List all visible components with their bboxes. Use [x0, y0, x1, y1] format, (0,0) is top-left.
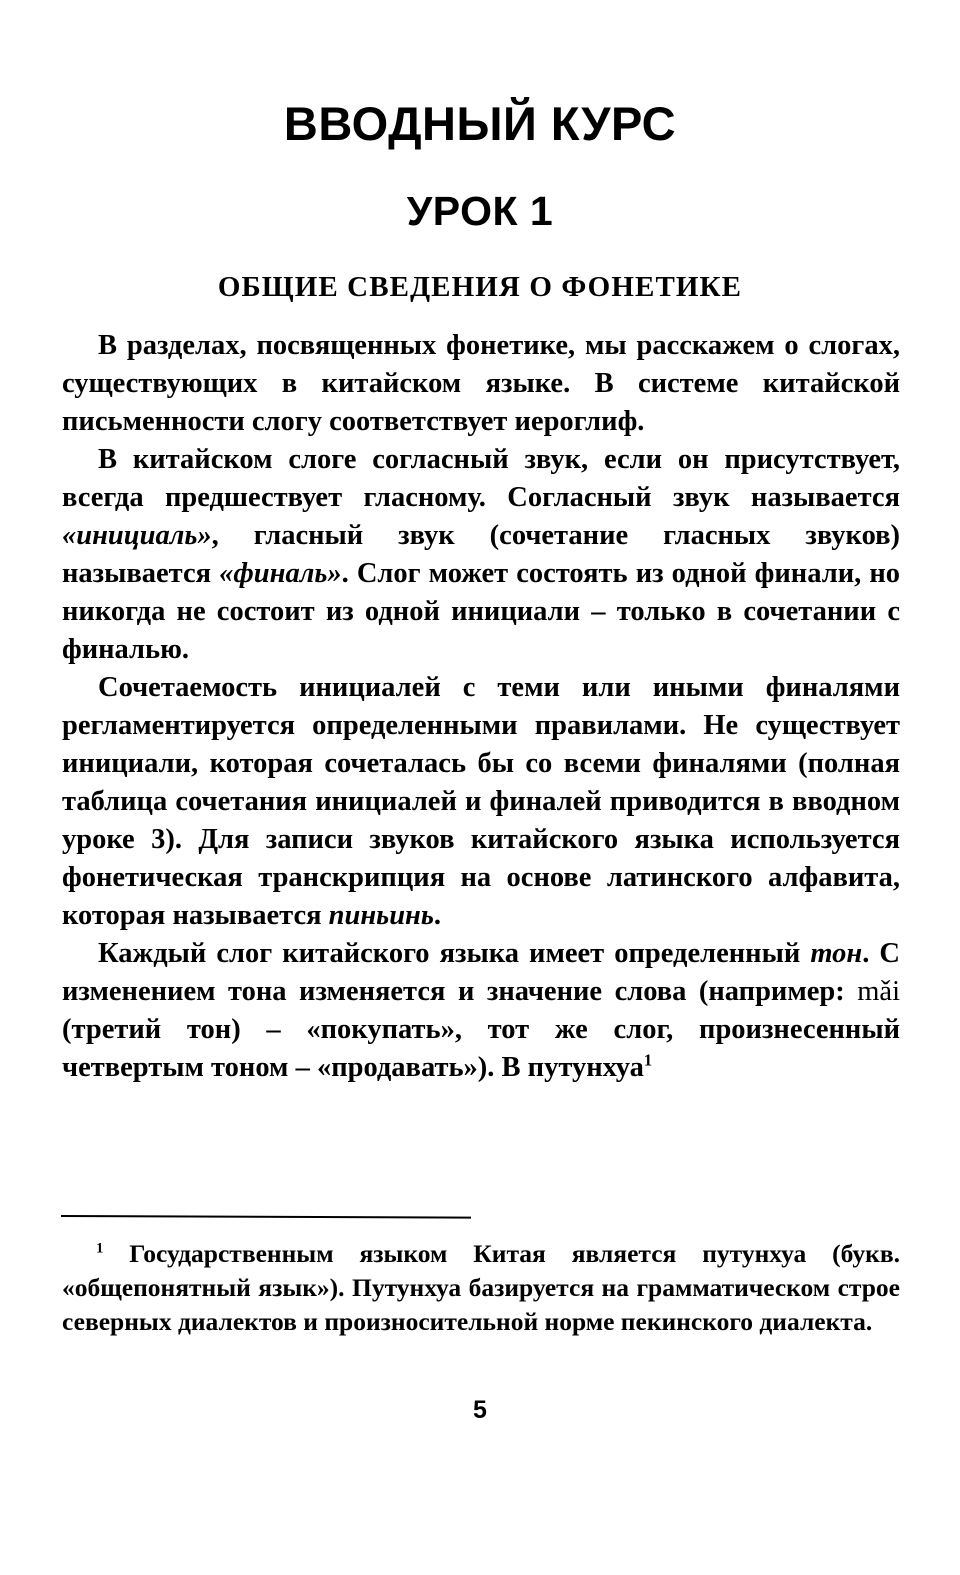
page-title-lesson: УРОК 1 [406, 188, 554, 235]
footnote-1 [62, 1237, 900, 1339]
term-initial: «инициаль» [62, 520, 212, 551]
paragraph-2-part-plain-3: . Слог может состоять из одной финали, но никогда не состоит из одной инициали – только в сочетании с финалью. [62, 558, 900, 665]
paragraph-2-part-plain-2: , гласный звук (сочетание гласных звуков) называется [62, 520, 900, 589]
paragraph-4-part-plain-3: (третий тон) – «покупать», тот же слог, произнесенный четвертым тоном – «продавать»). В путунхуа [62, 1014, 900, 1083]
term-tone: тон [810, 938, 863, 969]
footnote-reference-marker[interactable]: 1 [643, 1050, 653, 1070]
footnote-marker: 1 [96, 1240, 104, 1257]
paragraph-4 [62, 935, 900, 1087]
page-number: 5 [473, 1396, 487, 1424]
paragraph-4-part-plain-2: . С изменением тона изменяется и значение слова (например: [62, 938, 900, 1007]
pinyin-example-mai: mǎi [857, 976, 900, 1007]
page-title-section: ОБЩИЕ СВЕДЕНИЯ О ФОНЕТИКЕ [217, 271, 743, 303]
term-final: «финаль» [219, 558, 342, 589]
footnote-body-text: Государственным языком Китая является путунхуа (букв. «общепонятный язык»). Путунхуа базируется на грамматическом строе северных диалектов и произносительной норме пекинского диалекта. [62, 1239, 900, 1336]
footnote-separator-rule [61, 1215, 471, 1219]
term-pinyin: пиньинь [328, 900, 434, 931]
paragraph-2-part-plain-1: В китайском слоге согласный звук, если он присутствует, всегда предшествует гласному. Согласный звук называется [62, 444, 900, 513]
body-text-block [62, 327, 900, 1087]
page-title-course: ВВОДНЫЙ КУРС [283, 97, 677, 151]
paragraph-1: В разделах, посвященных фонетике, мы расскажем о слогах, существующих в китайском языке. В системе китайской письменности слогу соответствует иероглиф. [62, 330, 900, 437]
footnote-block [62, 1237, 900, 1339]
paragraph-3 [62, 669, 900, 935]
paragraph-3-part-plain-1: Сочетаемость инициалей с теми или иными финалями регламентируется определенными правилами. Не существует инициали, которая сочеталась бы со всеми финалями (полная таблица сочетания инициалей и финалей приводится в вводном уроке 3). Для записи звуков китайского языка используется фонетическая транскрипция на основе латинского алфавита, которая называется [62, 672, 900, 931]
paragraph-3-part-plain-2: . [433, 900, 442, 931]
paragraph-4-part-plain-1: Каждый слог китайского языка имеет определенный [98, 938, 811, 969]
paragraph-2 [62, 441, 900, 669]
